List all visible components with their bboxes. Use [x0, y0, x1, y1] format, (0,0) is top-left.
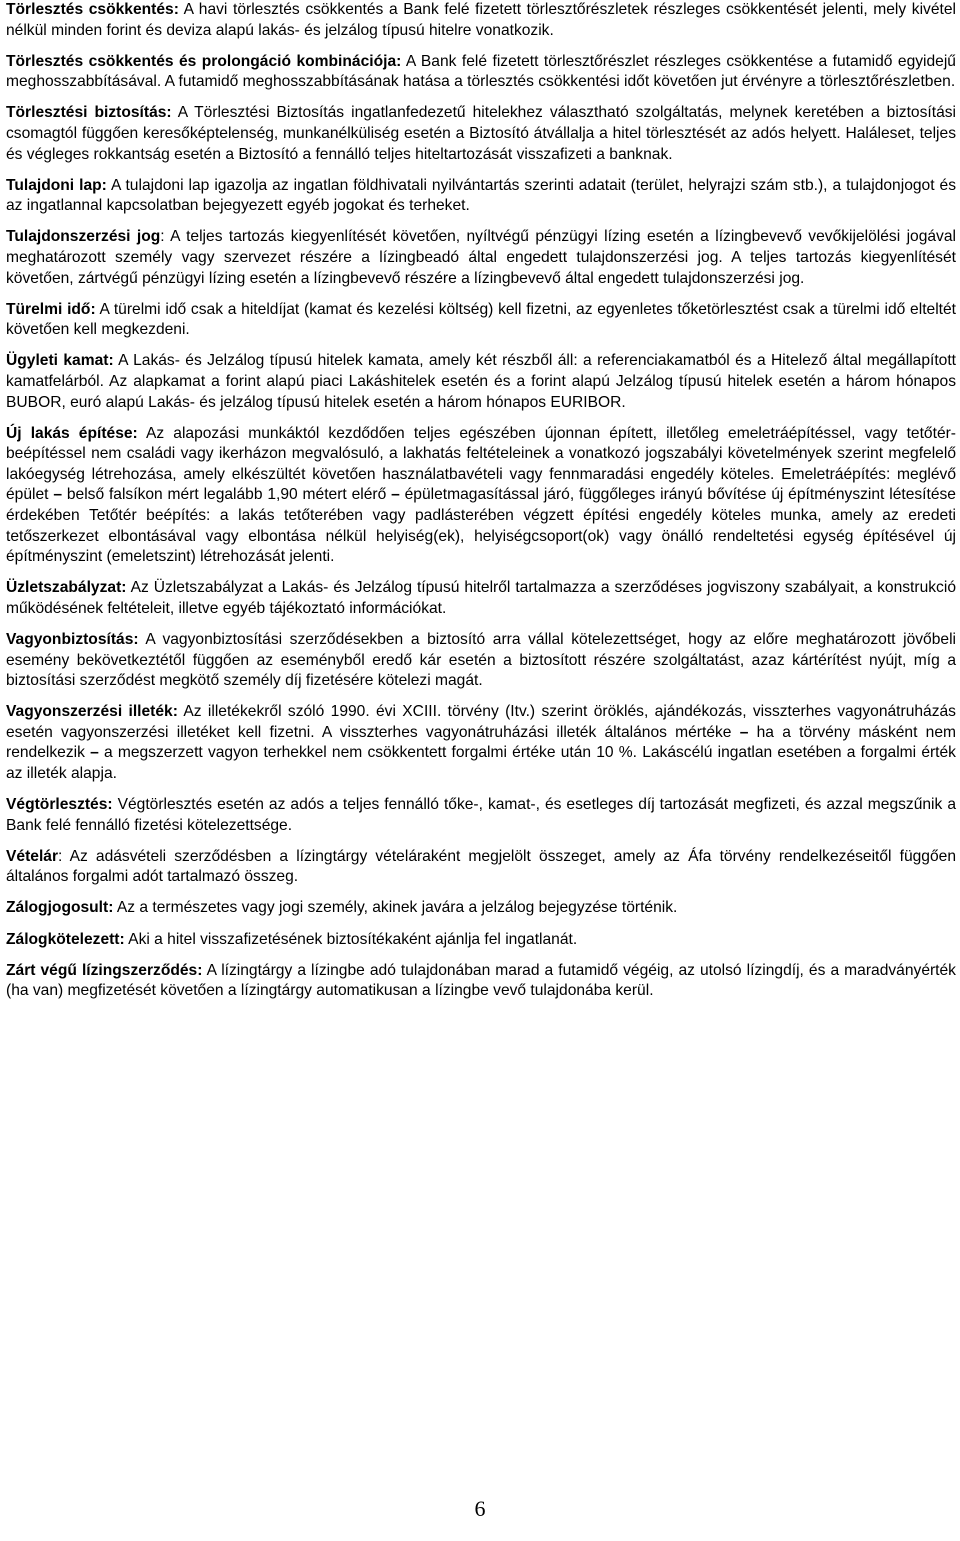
definition-text: Az Üzletszabályzat a Lakás- és Jelzálog típusú hitelről tartalmazza a szerződéses jogviszony szabályait, a konstrukció működésének feltételeit, illetve egyéb tájékoztató információkat. [6, 579, 956, 617]
definition-uj-lakas-epitese [6, 424, 956, 568]
dash-separator: – [53, 486, 63, 504]
definition-torlesztes-csokkentes-prolongacio [6, 52, 956, 93]
definition-text: a megszerzett vagyon terhekkel nem csökkentett forgalmi értéke után 10 %. Lakáscélú ingatlan esetében a forgalmi érték az illeték alapja. [6, 744, 956, 782]
definition-text: Az a természetes vagy jogi személy, akinek javára a jelzálog bejegyzése történik. [113, 899, 678, 917]
dash-separator: – [90, 744, 99, 762]
definition-vagyonszerzesi-illetek [6, 702, 956, 784]
term-label: Tulajdonszerzési jog [6, 228, 161, 246]
definition-text: A lízingtárgy a lízingbe adó tulajdonában marad a futamidő végéig, az utolsó lízingdíj, és a maradványérték (ha van) megfizetését követően a lízingtárgy automatikusan a lízingbe vevő tulajdonába kerül. [6, 961, 956, 1000]
dash-separator: – [391, 486, 400, 504]
definition-text: A Törlesztési Biztosítás ingatlanfedezetű hitelekhez választható szolgáltatás, melynek keretében a biztosítási csomagtól függően keresőképtelenség, munkanélküliség esetén a Biztosító átvállalja a hitel törlesztését az adós helyett. Haláleset, teljes és végleges rokkantság esetén a Biztosító a fennálló teljes hiteltartozását visszafizeti a banknak. [6, 104, 956, 163]
definition-text: Az alapozási munkáktól kezdődően teljes egészében újonnan épített, illetőleg emeletráépítéssel, vagy tetőtér-beépítéssel nem családi vagy ikerházon megvalósuló, a lakhatás feltételeinek a vonatkozó jogszabályi követelmények szerint megfelelő lakóegység létrehozása, amely elkészültét követően használatbavételi vagy fennmaradási engedély köteles. Emeletráépítés: meglévő épület [6, 424, 956, 504]
definition-zalogkotelezett [6, 930, 956, 951]
term-label: Új lakás építése: [6, 424, 138, 442]
term-label: Üzletszabályzat: [6, 579, 127, 597]
definition-text: A türelmi idő csak a hiteldíjat (kamat és kezelési költség) kell fizetni, az egyenletes tőketörlesztést csak a türelmi idő elteltét követően kell megkezdeni. [6, 300, 957, 339]
definition-text: belső falsíkon mért legalább 1,90 métert elérő [62, 486, 392, 504]
definition-text: A Bank felé fizetett törlesztőrészlet részleges csökkentése a futamidő egyidejű meghosszabbításával. A futamidő meghosszabbításának hatása a törlesztés csökkentési időt követően jut érvényre a törlesztőrészletben. [6, 52, 956, 91]
definition-zalogjogosult [6, 898, 956, 919]
definition-zart-vegu-lizingszerzodes [6, 961, 956, 1002]
term-label: Zárt végű lízingszerződés: [6, 961, 203, 979]
term-label: Törlesztés csökkentés: [6, 1, 179, 18]
definition-ugyleti-kamat [6, 351, 956, 413]
definition-text: : A teljes tartozás kiegyenlítését követően, nyíltvégű pénzügyi lízing esetén a lízingbevevő vevőkijelölési jogával meghatározott személy vagy szervezet részére a lízingbeadó által engedett tulajdonszerzési jog. A teljes tartozás kiegyenlítését követően, zártvégű pénzügyi lízing esetén a lízingbevevő részére a lízingbevevő által engedett tulajdonszerzési jog. [6, 228, 956, 287]
term-label: Törlesztés csökkentés és prolongáció kombinációja: [6, 52, 402, 70]
term-label: Törlesztési biztosítás: [6, 104, 172, 122]
definition-text: A Lakás- és Jelzálog típusú hitelek kamata, amely két részből áll: a referenciakamatból és a Hitelező által megállapított kamatfelárból. Az alapkamat a forint alapú piaci Lakáshitelek esetén és a forint alapú Jelzálog típusú hitelek esetén a három hónapos BUBOR, euró alapú Lakás- és jelzálog típusú hitelek esetén a három hónapos EURIBOR. [6, 352, 957, 411]
definition-text: A havi törlesztés csökkentés a Bank felé fizetett törlesztőrészletek részleges csökkentését jelenti, mely kivétel nélkül minden forint és deviza alapú lakás- és jelzálog típusú hitelre vonatkozik. [6, 1, 956, 39]
definition-text: A tulajdoni lap igazolja az ingatlan földhivatali nyilvántartás szerinti adatait (terület, helyrajzi szám stb.), a tulajdonjogot és az ingatlannal kapcsolatban bejegyezett egyéb jogokat és terheket. [6, 176, 956, 215]
term-label: Végtörlesztés: [6, 796, 113, 814]
definition-vegtorlesztes [6, 795, 956, 836]
definition-text: Aki a hitel visszafizetésének biztosítékaként ajánlja fel ingatlanát. [124, 930, 578, 948]
definition-uzletszabalyzat [6, 578, 956, 619]
definition-text: Az illetékekről szóló 1990. évi XCIII. törvény (Itv.) szerint öröklés, ajándékozás, visszterhes vagyonátruházás esetén vagyonszerzési illetéket kell fizetni. A visszterhes vagyonátruházási illeték általános mértéke [6, 703, 956, 741]
term-label: Zálogjogosult: [6, 899, 114, 917]
definition-text: : Az adásvételi szerződésben a lízingtárgy vételáraként megjelölt összeget, amely az Áfa törvény rendelkezéseitől függően általános forgalmi adót tartalmazó összeg. [6, 847, 956, 886]
page-number: 6 [474, 1496, 486, 1521]
definition-vetelar [6, 847, 956, 888]
definition-turelmi-ido [6, 300, 956, 341]
definition-text: épületmagasítással járó, függőleges irányú bővítése új építményszint létesítése érdekében Tetőtér beépítés: a lakás tetőterében vagy padlásterében végzett építési engedély köteles munka, amely az eredeti tetőszerkezet elbontásával vagy elbontása nélkül helyiség(ek), helyiségcsoport(ok) vagy önálló rendeltetési egység építésével új építményszint (emeletszint) létrehozását jelenti. [6, 486, 956, 566]
definition-text: Végtörlesztés esetén az adós a teljes fennálló tőke-, kamat-, és esetleges díj tartozását megfizeti, és azzal megszűnik a Bank felé fennálló fizetési kötelezettsége. [6, 796, 956, 834]
term-label: Zálogkötelezett: [6, 930, 125, 948]
term-label: Vagyonszerzési illeték: [6, 703, 178, 721]
document-page [6, 0, 956, 1012]
term-label: Vagyonbiztosítás: [6, 630, 139, 648]
term-label: Ügyleti kamat: [6, 352, 114, 370]
term-label: Vételár [6, 847, 59, 865]
definition-text: A vagyonbiztosítási szerződésekben a biztosító arra vállal kötelezettséget, hogy az előre meghatározott jövőbeli esemény bekövetkeztétől függően az eseményből eredő kár esetén a biztosított részére szolgáltatást, azaz kártérítést nyújt, míg a biztosítási szerződést megkötő személy díj fizetésére kötelezi magát. [6, 630, 956, 690]
definition-torlesztes-csokkentes [6, 0, 956, 41]
term-label: Türelmi idő: [6, 300, 96, 318]
definition-torlesztesi-biztositas [6, 103, 956, 165]
definition-tulajdonszerzesi-jog [6, 227, 956, 289]
term-label: Tulajdoni lap: [6, 176, 107, 194]
dash-separator: – [739, 723, 749, 741]
definition-vagyonbiztositas [6, 630, 956, 692]
definition-text: ha a törvény másként nem rendelkezik [6, 723, 956, 762]
definition-tulajdoni-lap [6, 176, 956, 217]
